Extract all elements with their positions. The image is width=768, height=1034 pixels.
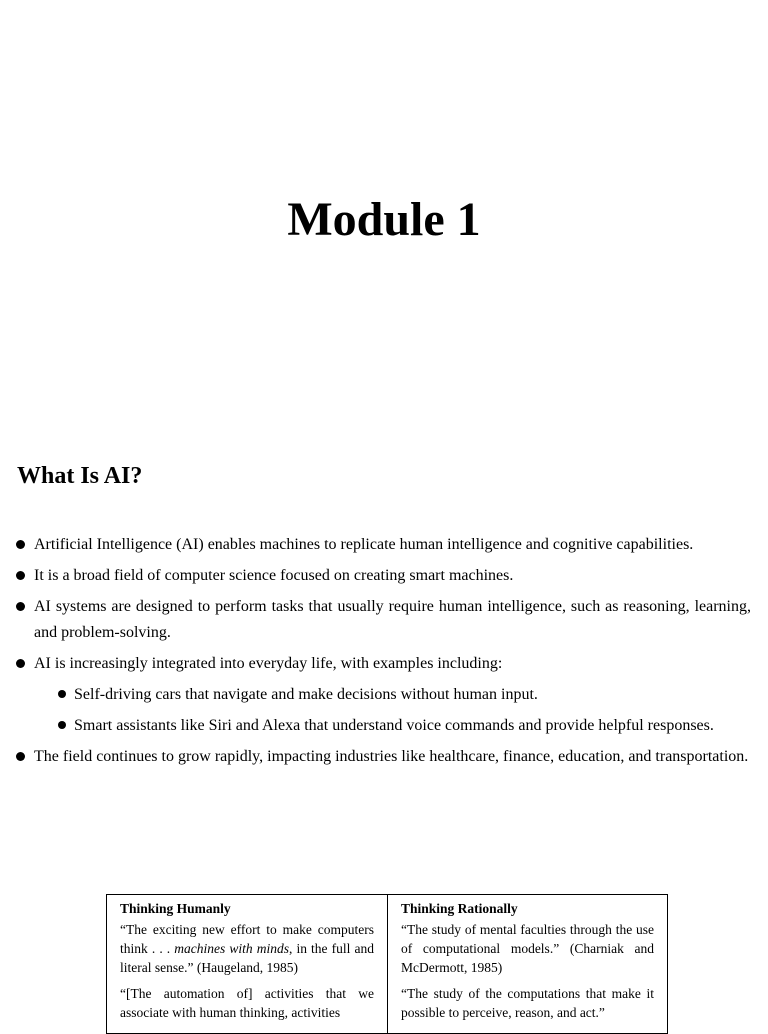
sub-bullet-item — [34, 713, 751, 739]
quote-text: “The exciting new effort to make computers think . . . — [120, 922, 374, 956]
bullet-item — [0, 532, 768, 558]
thinking-humanly-heading: Thinking Humanly — [120, 901, 231, 916]
module-title: Module 1 — [287, 193, 481, 246]
bullet-text: Artificial Intelligence (AI) enables machines to replicate human intelligence and cognitive capabilities. — [34, 536, 694, 553]
haugeland-quote — [120, 920, 374, 977]
bullet-item — [0, 594, 768, 646]
quote-emphasis: machines with minds — [174, 941, 289, 956]
computations-quote: “The study of the computations that make it possible to perceive, reason, and act.” — [401, 986, 654, 1020]
sub-bullet-text: Self-driving cars that navigate and make decisions without human input. — [74, 686, 538, 703]
thinking-humanly-column — [107, 895, 387, 1033]
thinking-rationally-column — [387, 895, 667, 1033]
automation-quote: “[The automation of] activities that we associate with human thinking, activities — [120, 986, 374, 1020]
sub-bullet-list — [34, 682, 751, 739]
bullet-item — [0, 563, 768, 589]
section-heading: What Is AI? — [17, 463, 143, 489]
bullet-item — [0, 651, 768, 739]
bullet-list — [0, 532, 768, 775]
bullet-text: AI is increasingly integrated into everyday life, with examples including: — [34, 655, 503, 672]
quote-text: , in the full and literal sense.” (Haugeland, 1985) — [120, 941, 374, 975]
bullet-item — [0, 744, 768, 770]
thinking-rationally-heading: Thinking Rationally — [401, 901, 518, 916]
charniak-quote: “The study of mental faculties through the use of computational models.” (Charniak and McDermott, 1985) — [401, 922, 654, 975]
ai-definitions-table — [106, 894, 668, 1034]
bullet-text: AI systems are designed to perform tasks that usually require human intelligence, such as reasoning, learning, and problem-solving. — [34, 598, 751, 641]
bullet-text: It is a broad field of computer science focused on creating smart machines. — [34, 567, 514, 584]
sub-bullet-text: Smart assistants like Siri and Alexa that understand voice commands and provide helpful responses. — [74, 717, 714, 734]
bullet-text: The field continues to grow rapidly, impacting industries like healthcare, finance, education, and transportation. — [34, 748, 749, 765]
sub-bullet-item — [34, 682, 751, 708]
